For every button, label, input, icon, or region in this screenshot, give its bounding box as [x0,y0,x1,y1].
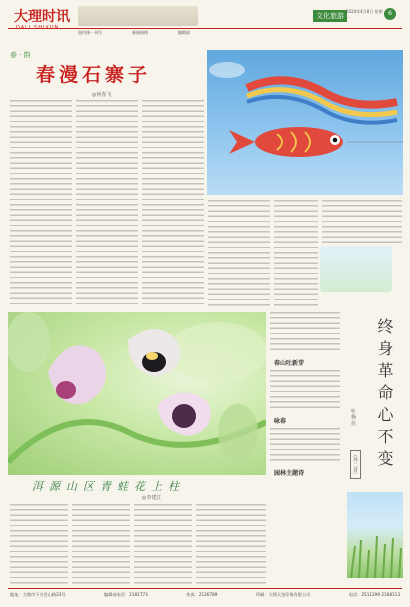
article1-header [8,50,204,98]
pea-flower-photo [8,312,266,475]
grass-photo [347,492,403,578]
poem-block-title-2: 咏春 [274,418,287,425]
bar-item-3: 编辑部 [178,30,190,35]
poem-block-3 [270,428,340,462]
leaf-tag-icon: 春 · 韵 [10,51,31,59]
page-number-badge: 6 [384,8,396,20]
masthead-info-bar [8,28,402,36]
article1-column-6 [322,200,402,244]
masthead [8,4,402,40]
footer-address: 地址：大理市下关苍山路23号 [10,592,66,597]
article1-column-5 [274,200,318,306]
article1-column-2 [76,100,138,306]
right-poem-column [270,312,340,502]
article1-title: 春漫石寨子 [36,64,152,86]
issue-date: 2024年4月8日 星期一 [346,9,383,20]
article2-column-4 [196,504,266,584]
article2-column-2 [72,504,130,584]
koi-kite-photo [207,50,403,195]
poem-block-title-1: 春山吐新芽 [274,360,305,367]
bar-item-1: 国内统一刊号 [78,30,102,35]
article2-header [8,478,266,500]
article1-byline: ◎何春飞 [92,92,112,98]
article2-column-3 [134,504,192,584]
footer-edit-phone: 编辑部电话：2181773 [104,592,148,597]
article2-byline: ◎李建江 [142,495,162,501]
article1-column-4 [208,200,270,306]
inset-illustration [320,246,392,292]
article2-title: 洱源山区青蛙花上柱 [32,480,185,493]
article1-column-1 [10,100,72,306]
footer-printer: 印刷：大理天龙印务有限公司 [255,592,311,597]
article2-column-1 [10,504,68,584]
page-footer [8,588,402,600]
pea-flower-illustration [8,312,266,475]
poem-title: 终身革命心不变 [375,318,394,472]
bar-item-2: 新闻热线 [132,30,148,35]
koi-kite-illustration [207,50,403,195]
poem-block-1 [270,312,340,352]
poem-author: ◎杨 昆 [350,408,356,426]
footer-ad-phone: 电话：2511299 2168113 [348,592,400,597]
masthead-logo-sub: DALI SHIXUN [16,25,60,31]
poem-subtitle: （外二首） [350,450,361,479]
masthead-logo: 大理时讯 [14,9,70,25]
grass-illustration [347,492,403,578]
masthead-city-illustration [78,6,198,26]
footer-fax: 传真：2126789 [186,592,218,597]
section-label: 文化旅游 [313,10,347,22]
poem-block-2 [270,370,340,410]
poem-block-title-3: 园林主题诗 [274,470,305,477]
article1-column-3 [142,100,204,306]
